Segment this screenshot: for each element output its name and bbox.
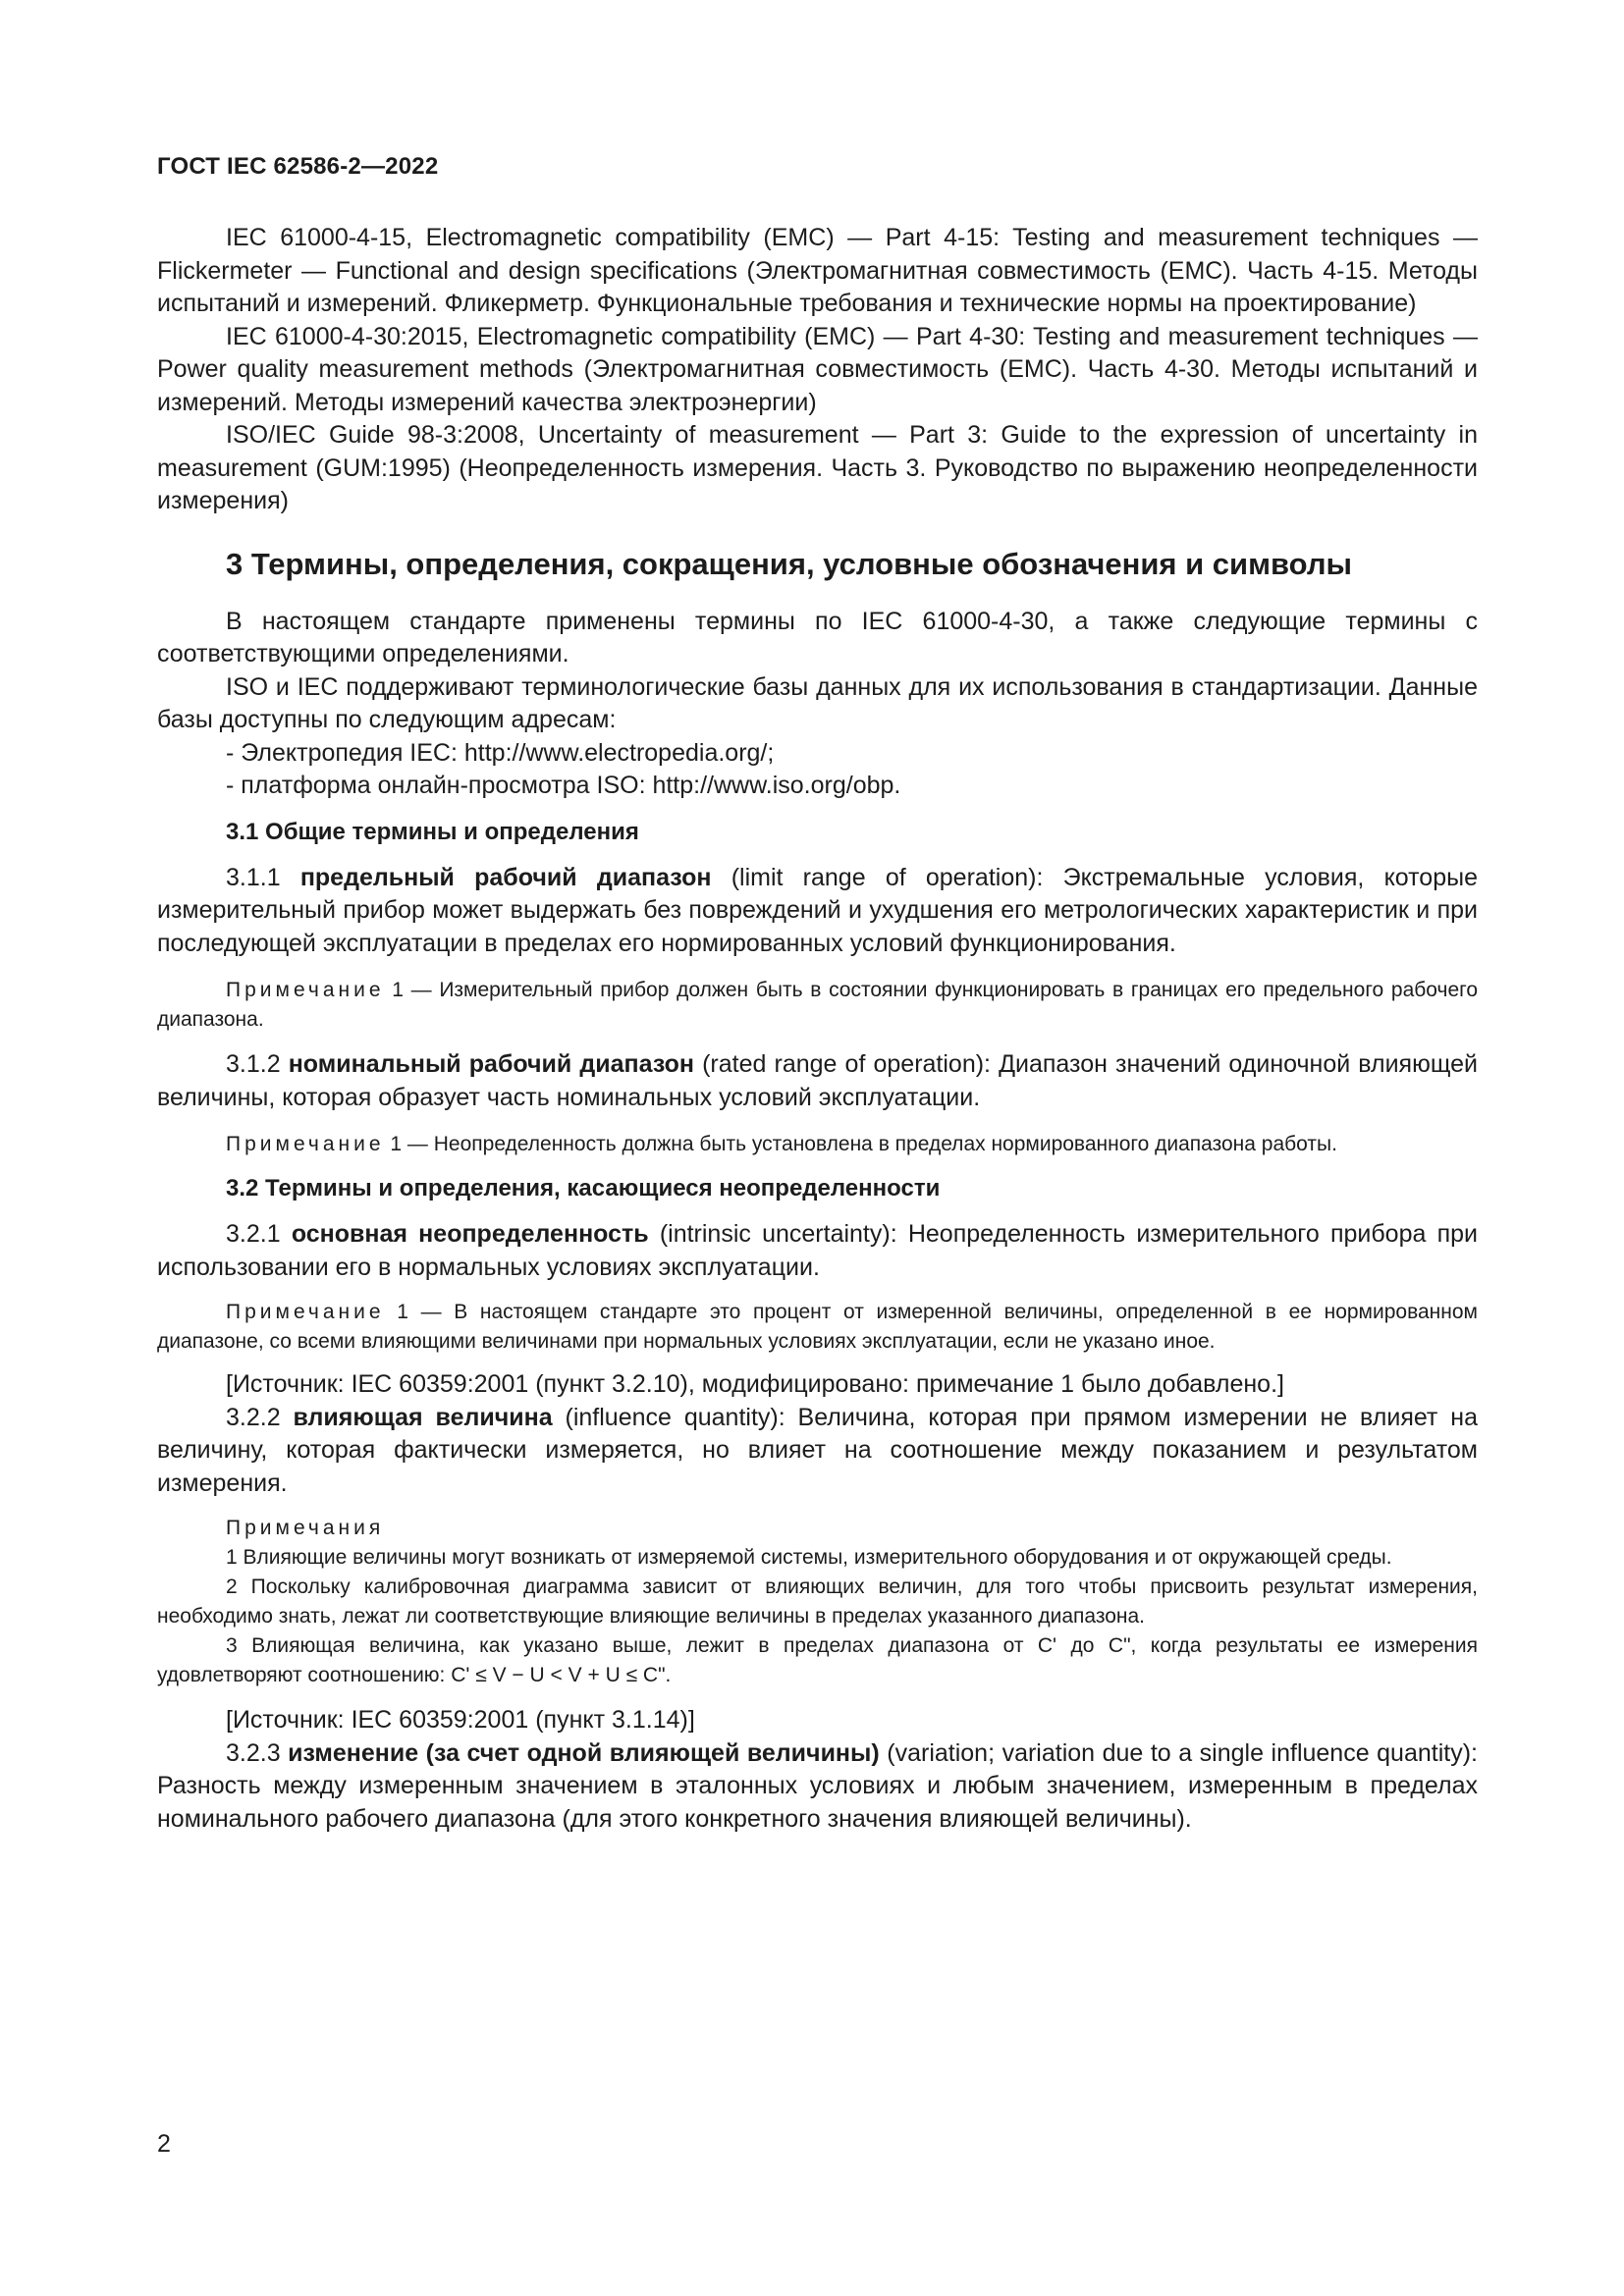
page-number: 2 (157, 2130, 171, 2158)
note-3-1-2 (157, 1130, 1478, 1159)
notes-label: Примечания (226, 1517, 385, 1539)
note-3-2-1 (157, 1298, 1478, 1357)
note-text: 1 — Измерительный прибор должен быть в состоянии функционировать в границах его предельного рабочего диапазона. (157, 979, 1478, 1031)
reference-iec-61000-4-15: IEC 61000-4-15, Electromagnetic compatibility (EMC) — Part 4-15: Testing and measurement techniques — Flickermeter — Functional and design specifications (Электромагнитная совместимость (EMC). Часть 4-15. Методы испытаний и измерений. Фликерметр. Функциональные требования и технические нормы на проектирование) (157, 224, 1478, 317)
term-3-2-3 (157, 1737, 1478, 1837)
term-definition: (variation; variation due to a single influence quantity): Разность между измеренным значением в эталонных условиях и любым значением, измеренным в пределах номинального рабочего диапазона (для этого конкретного значения влияющей величины). (157, 1738, 1478, 1833)
term-3-1-2 (157, 1048, 1478, 1114)
section-3-intro-1: В настоящем стандарте применены термины по IEC 61000-4-30, а также следующие термины с соответствующими определениями. (157, 607, 1478, 667)
reference-iso-iec-guide-98-3: ISO/IEC Guide 98-3:2008, Uncertainty of measurement — Part 3: Guide to the expression of uncertainty in measurement (GUM:1995) (Неопределенность измерения. Часть 3. Руководство по выражению неопределенности измерения) (157, 421, 1478, 514)
term-3-2-2 (157, 1402, 1478, 1501)
note-text: 1 — Неопределенность должна быть установлена в пределах нормированного диапазона работы. (384, 1133, 1337, 1155)
reference-iec-61000-4-30: IEC 61000-4-30:2015, Electromagnetic compatibility (EMC) — Part 4-30: Testing and measurement techniques — Power quality measurement methods (Электромагнитная совместимость (EMC). Часть 4-30. Методы испытаний и измерений. Методы измерений качества электроэнергии) (157, 322, 1478, 416)
notes-3-2-2 (157, 1514, 1478, 1690)
source-3-2-1: [Источник: IEC 60359:2001 (пункт 3.2.10), модифицировано: примечание 1 было добавлено.] (226, 1370, 1284, 1398)
term-3-1-1 (157, 862, 1478, 961)
note-label: Примечание (226, 979, 385, 1001)
list-item-iso-obp: - платформа онлайн-просмотра ISO: http://www.iso.org/obp. (226, 772, 901, 799)
note-label: Примечание (226, 1301, 385, 1323)
subsection-3-1-title: 3.1 Общие термины и определения (226, 818, 639, 845)
note-3-1-1 (157, 976, 1478, 1035)
subsection-3-2-title: 3.2 Термины и определения, касающиеся неопределенности (226, 1175, 941, 1201)
term-number: 3.2.3 (226, 1738, 289, 1767)
source-3-2-2: [Источник: IEC 60359:2001 (пункт 3.1.14)] (226, 1706, 695, 1734)
term-name: номинальный рабочий диапазон (288, 1050, 695, 1078)
section-3-intro-2: ISO и IEC поддерживают терминологические базы данных для их использования в стандартизации. Данные базы доступны по следующим адресам: (157, 672, 1478, 733)
term-name: основная неопределенность (291, 1220, 649, 1248)
section-3-title: 3 Термины, определения, сокращения, условные обозначения и символы (226, 546, 1353, 581)
standard-header: ГОСТ IEC 62586-2—2022 (157, 153, 439, 180)
list-item-electropedia: - Электропедия IEC: http://www.electropedia.org/; (226, 738, 775, 767)
term-number: 3.2.1 (226, 1220, 292, 1248)
term-number: 3.2.2 (226, 1403, 294, 1431)
term-definition: (influence quantity): Величина, которая при прямом измерении не влияет на величину, которая фактически измеряется, но влияет на соотношение между показанием и результатом измерения. (157, 1403, 1478, 1497)
term-name: влияющая величина (293, 1403, 553, 1431)
notes-heading (157, 1514, 1478, 1543)
note-item: 1 Влияющие величины могут возникать от измеряемой системы, измерительного оборудования и от окружающей среды. (226, 1546, 1392, 1569)
term-definition: (intrinsic uncertainty): Неопределенность измерительного прибора при использовании его в нормальных условиях эксплуатации. (157, 1220, 1478, 1281)
note-item: 2 Поскольку калибровочная диаграмма зависит от влияющих величин, для того чтобы присвоить результат измерения, необходимо знать, лежат ли соответствующие влияющие величины в пределах указанного диапазона. (157, 1575, 1478, 1628)
note-text: 1 — В настоящем стандарте это процент от измеренной величины, определенной в ее нормированном диапазоне, со всеми влияющими величинами при нормальных условиях эксплуатации, если не указано иное. (157, 1301, 1478, 1353)
term-name: изменение (за счет одной влияющей величины) (288, 1738, 880, 1767)
term-3-2-1 (157, 1218, 1478, 1284)
term-name: предельный рабочий диапазон (299, 863, 712, 891)
term-definition: (rated range of operation): Диапазон значений одиночной влияющей величины, которая образует часть номинальных условий эксплуатации. (157, 1050, 1478, 1111)
term-definition: (limit range of operation): Экстремальные условия, которые измерительный прибор может выдержать без повреждений и ухудшения его метрологических характеристик и при последующей эксплуатации в пределах его нормированных условий функционирования. (157, 863, 1478, 957)
page-content (157, 222, 1478, 1836)
note-label: Примечание (226, 1133, 385, 1155)
note-item: 3 Влияющая величина, как указано выше, лежит в пределах диапазона от C' до C", когда результаты ее измерения удовлетворяют соотношению: C' ≤ V − U < V + U ≤ C". (157, 1634, 1478, 1686)
term-number: 3.1.1 (226, 863, 300, 891)
term-number: 3.1.2 (226, 1050, 289, 1078)
